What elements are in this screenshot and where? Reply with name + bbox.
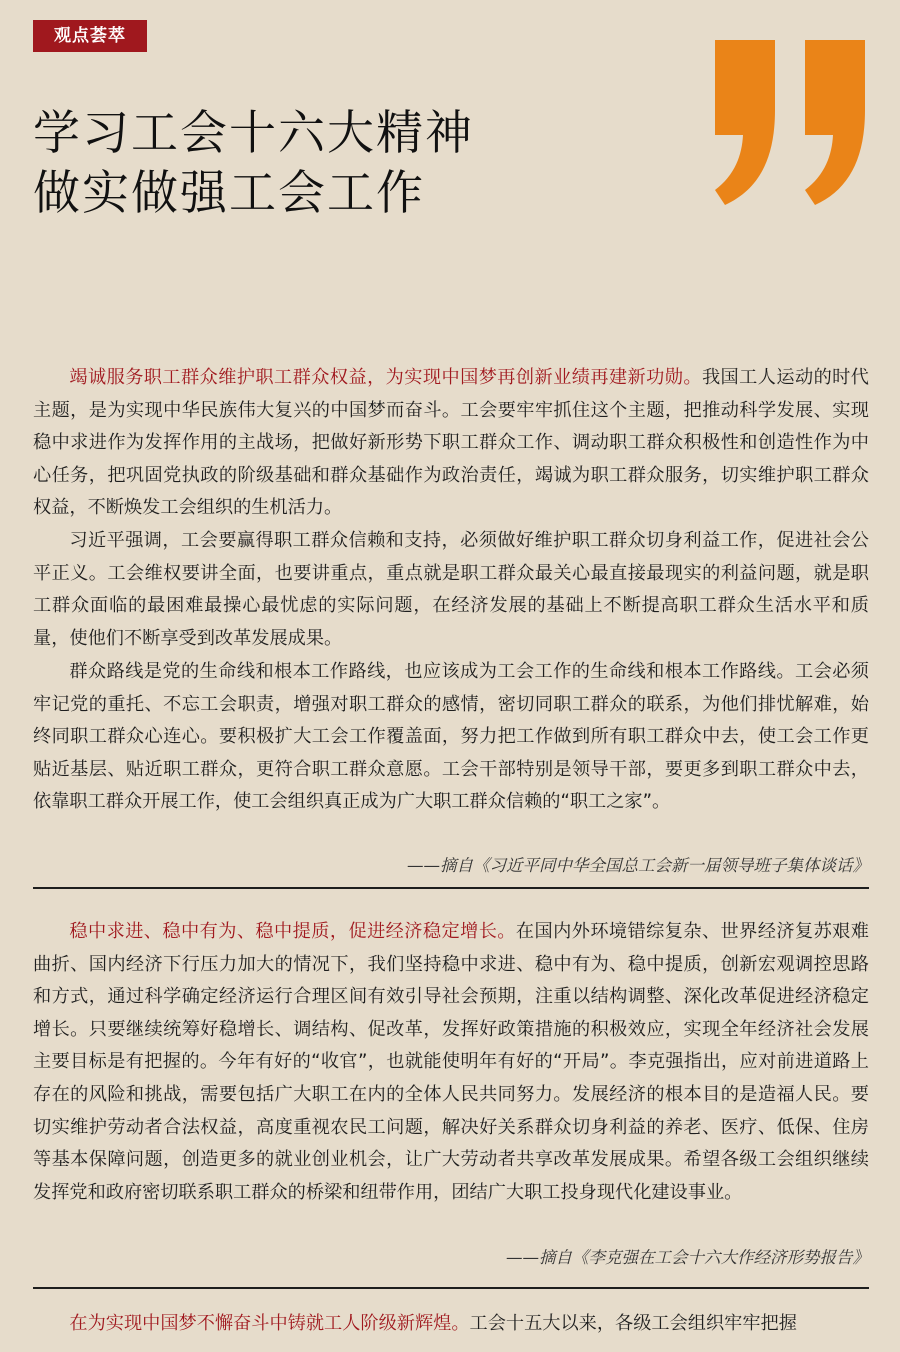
- title-line-1: 学习工会十六大精神: [33, 106, 474, 161]
- section2-body: 在国内外环境错综复杂、世界经济复苏艰难曲折、国内经济下行压力加大的情况下，我们坚持稳中求进、稳中有为、稳中提质，创新宏观调控思路和方式，通过科学确定经济运行合理区间有效引导社会预期，注重以结构调整、深化改革促进经济稳定增长。只要继续统筹好稳增长、调结构、促改革，发挥好政策措施的积极效应，实现全年经济社会发展主要目标是有把握的。今年有好的“收官”，也就能使明年有好的“开局”。李克强指出，应对前进道路上存在的风险和挑战，需要包括广大职工在内的全体人民共同努力。发展经济的根本目的是造福人民。要切实维护劳动者合法权益，高度重视农民工问题，解决好关系群众切身利益的养老、医疗、低保、住房等基本保障问题，创造更多的就业创业机会，让广大劳动者共享改革发展成果。希望各级工会组织继续发挥党和政府密切联系职工群众的桥梁和纽带作用，团结广大职工投身现代化建设事业。: [33, 921, 869, 1203]
- section3-body: 工会十五大以来，各级工会组织牢牢把握: [469, 1313, 797, 1334]
- closing-quote-icon: [710, 40, 870, 205]
- title-line-2: 做实做强工会工作: [33, 166, 425, 221]
- section1-lead: 竭诚服务职工群众维护职工群众权益，为实现中国梦再创新业绩再建新功勋。: [69, 367, 702, 388]
- section-tag: 观点荟萃: [33, 20, 147, 52]
- section1-paragraph-2: 习近平强调，工会要赢得职工群众信赖和支持，必须做好维护职工群众切身利益工作，促进社会公平正义。工会维权要讲全面，也要讲重点，重点就是职工群众最关心最直接最现实的利益问题，就是职工群众面临的最困难最操心最忧虑的实际问题，在经济发展的基础上不断提高职工群众生活水平和质量，使他们不断享受到改革发展成果。: [33, 530, 869, 649]
- page-title: [33, 104, 474, 224]
- section2-source: ——摘自《李克强在工会十六大作经济形势报告》: [506, 1248, 869, 1267]
- section1-source: ——摘自《习近平同中华全国总工会新一届领导班子集体谈话》: [407, 856, 869, 875]
- section-divider-1: [33, 887, 869, 889]
- section-divider-2: [33, 1287, 869, 1289]
- section3-paragraph-1: [33, 1308, 869, 1341]
- section2-lead: 稳中求进、稳中有为、稳中提质，促进经济稳定增长。: [69, 921, 516, 942]
- section1-paragraph-1: [33, 362, 869, 525]
- section1-paragraph-3: 群众路线是党的生命线和根本工作路线，也应该成为工会工作的生命线和根本工作路线。工会必须牢记党的重托、不忘工会职责，增强对职工群众的感情，密切同职工群众的联系，为他们排忧解难，始终同职工群众心连心。要积极扩大工会工作覆盖面，努力把工作做到所有职工群众中去，使工会工作更贴近基层、贴近职工群众，更符合职工群众意愿。工会干部特别是领导干部，要更多到职工群众中去，依靠职工群众开展工作，使工会组织真正成为广大职工群众信赖的“职工之家”。: [33, 661, 869, 813]
- section3-lead: 在为实现中国梦不懈奋斗中铸就工人阶级新辉煌。: [69, 1313, 470, 1334]
- section1-body: 我国工人运动的时代主题，是为实现中华民族伟大复兴的中国梦而奋斗。工会要牢牢抓住这个主题，把推动科学发展、实现稳中求进作为发挥作用的主战场，把做好新形势下职工群众工作、调动职工群众积极性和创造性作为中心任务，把巩固党执政的阶级基础和群众基础作为政治责任，竭诚为职工群众服务，切实维护职工群众权益，不断焕发工会组织的生机活力。: [33, 367, 869, 519]
- section2-paragraph-1: [33, 916, 869, 1209]
